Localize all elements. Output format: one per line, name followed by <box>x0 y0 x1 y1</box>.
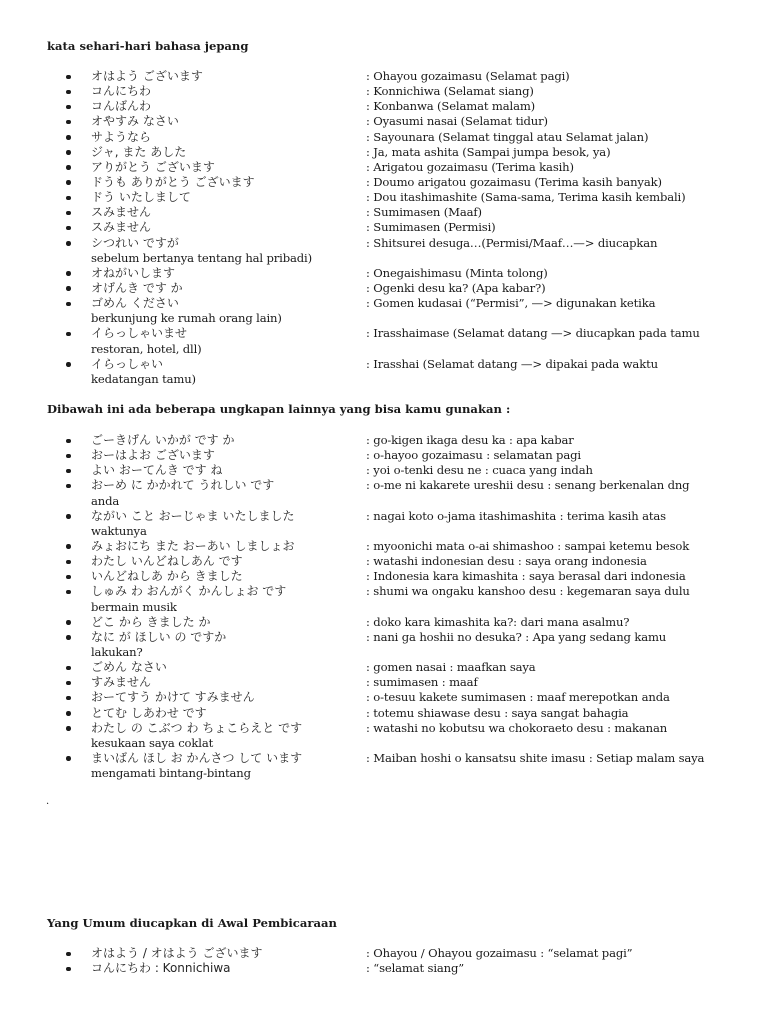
japanese-phrase: ながい こと おーじゃま いたしました <box>91 508 295 523</box>
romaji-translation: : Konnichiwa (Selamat siang) <box>366 84 534 99</box>
japanese-phrase: わたし の こぶつ わ ちょこらえと です <box>91 720 303 735</box>
japanese-phrase: サようなら <box>91 129 152 144</box>
list-item <box>0 130 768 145</box>
list-item <box>0 84 768 99</box>
bullet-icon <box>66 120 71 125</box>
list-item <box>0 554 768 569</box>
list-item-line <box>0 509 768 524</box>
list-item <box>0 721 768 751</box>
list-item-line <box>0 357 768 372</box>
romaji-translation: : Sumimasen (Maaf) <box>366 205 482 220</box>
list-item-line <box>0 326 768 341</box>
japanese-phrase: わたし いんどねしあん です <box>91 554 243 569</box>
phrase-list-daily-words <box>0 69 768 387</box>
japanese-phrase: まいばん ほし お かんさつ して います <box>91 750 303 765</box>
list-item-line <box>0 205 768 220</box>
romaji-translation: : nagai koto o-jama itashimashita : terima kasih atas <box>366 508 666 523</box>
romaji-translation: : Irasshai (Selamat datang —> dipakai pada waktu <box>366 356 658 371</box>
bullet-icon <box>66 560 71 565</box>
list-item-line <box>0 554 768 569</box>
bullet-icon <box>66 514 71 519</box>
japanese-phrase: オはよう ございます <box>91 69 203 83</box>
japanese-phrase: コんにちわ : Konnichiwa <box>91 961 231 976</box>
bullet-icon <box>66 90 71 95</box>
romaji-translation: : Shitsurei desuga…(Permisi/Maaf…—> diucapkan <box>366 235 658 250</box>
translation-continuation: lakukan? <box>91 644 143 659</box>
japanese-phrase: オやすみ なさい <box>91 114 179 129</box>
japanese-phrase: アりがとう ございます <box>91 159 215 174</box>
list-item <box>0 448 768 463</box>
list-item <box>0 296 768 326</box>
romaji-translation: : Arigatou gozaimasu (Terima kasih) <box>366 159 574 174</box>
bullet-icon <box>66 241 71 246</box>
japanese-phrase: しゅみ わ おんがく かんしょお です <box>91 584 287 599</box>
bullet-icon <box>66 666 71 671</box>
list-item <box>0 160 768 175</box>
japanese-phrase: ゴめん ください <box>91 296 179 311</box>
list-item <box>0 281 768 296</box>
romaji-translation: : sumimasen : maaf <box>366 675 478 690</box>
list-item <box>0 463 768 478</box>
list-item <box>0 266 768 281</box>
japanese-phrase: いんどねしあ から きました <box>91 569 243 584</box>
list-item-line <box>0 478 768 493</box>
translation-continuation: sebelum bertanya tentang hal pribadi) <box>91 250 312 265</box>
romaji-translation: : doko kara kimashita ka?: dari mana asalmu? <box>366 614 630 629</box>
romaji-translation: : Maiban hoshi o kansatsu shite imasu : Setiap malam saya <box>366 750 705 765</box>
list-item-line <box>0 145 768 160</box>
list-item-line <box>0 615 768 630</box>
romaji-translation: : “selamat siang” <box>366 961 465 976</box>
japanese-phrase: おーめ に かかれて うれしい です <box>91 478 275 493</box>
romaji-translation: : nani ga hoshii no desuka? : Apa yang sedang kamu <box>366 629 667 644</box>
translation-continuation: bermain musik <box>91 599 177 614</box>
japanese-phrase: オはよう / オはよう ございます <box>91 946 263 960</box>
list-item-line <box>0 751 768 766</box>
list-item-line <box>0 946 768 961</box>
list-item-line <box>0 690 768 705</box>
japanese-phrase: スみません <box>91 205 152 220</box>
romaji-translation: : gomen nasai : maafkan saya <box>366 660 536 675</box>
list-item <box>0 946 768 961</box>
list-item <box>0 190 768 205</box>
bullet-icon <box>66 286 71 291</box>
japanese-phrase: ごーきげん いかが です か <box>91 433 235 447</box>
list-item <box>0 509 768 539</box>
list-item-line <box>0 281 768 296</box>
japanese-phrase: オげんき です か <box>91 280 183 295</box>
list-item-line <box>0 448 768 463</box>
japanese-phrase: スみません <box>91 220 152 235</box>
romaji-translation: : Indonesia kara kimashita : saya berasal dari indonesia <box>366 569 686 584</box>
bullet-icon <box>66 756 71 761</box>
list-item-line <box>0 463 768 478</box>
bullet-icon <box>66 165 71 170</box>
romaji-translation: : Gomen kudasai (“Permisi”, —> digunakan ketika <box>366 296 656 311</box>
translation-continuation: anda <box>91 493 120 508</box>
translation-continuation: restoran, hotel, dll) <box>91 341 202 356</box>
list-item <box>0 205 768 220</box>
list-item-line <box>0 69 768 84</box>
bullet-icon <box>66 620 71 625</box>
bullet-icon <box>66 150 71 155</box>
bullet-icon <box>66 211 71 216</box>
list-item <box>0 236 768 266</box>
list-item <box>0 961 768 976</box>
list-item-line <box>0 99 768 114</box>
list-item-line <box>0 584 768 599</box>
translation-continuation: kedatangan tamu) <box>91 371 196 386</box>
bullet-icon <box>66 590 71 595</box>
list-item-line <box>0 84 768 99</box>
bullet-icon <box>66 75 71 80</box>
bullet-icon <box>66 302 71 307</box>
list-item-line <box>0 660 768 675</box>
stray-mark: . <box>46 796 50 807</box>
romaji-translation: : Doumo arigatou gozaimasu (Terima kasih banyak) <box>366 174 662 189</box>
list-item <box>0 99 768 114</box>
translation-continuation: mengamati bintang-bintang <box>91 766 251 781</box>
japanese-phrase: イらっしゃい <box>91 356 164 371</box>
list-item-line <box>0 569 768 584</box>
romaji-translation: : Ohayou gozaimasu (Selamat pagi) <box>366 69 570 83</box>
romaji-translation: : watashi indonesian desu : saya orang indonesia <box>366 554 647 569</box>
list-item-line <box>0 721 768 736</box>
romaji-translation: : Oyasumi nasai (Selamat tidur) <box>366 114 548 129</box>
romaji-translation: : o-hayoo gozaimasu : selamatan pagi <box>366 448 581 463</box>
list-item-line <box>0 961 768 976</box>
list-item <box>0 145 768 160</box>
list-item-line <box>0 160 768 175</box>
list-item-line <box>0 266 768 281</box>
romaji-translation: : watashi no kobutsu wa chokoraeto desu : makanan <box>366 720 668 735</box>
list-item <box>0 220 768 235</box>
bullet-icon <box>66 469 71 474</box>
bullet-icon <box>66 952 71 957</box>
bullet-icon <box>66 575 71 580</box>
bullet-icon <box>66 635 71 640</box>
list-item <box>0 630 768 660</box>
list-item <box>0 539 768 554</box>
bullet-icon <box>66 681 71 686</box>
bullet-icon <box>66 726 71 731</box>
bullet-icon <box>66 696 71 701</box>
japanese-phrase: よい おーてんき です ね <box>91 463 223 478</box>
romaji-translation: : Onegaishimasu (Minta tolong) <box>366 265 548 280</box>
list-item <box>0 357 768 387</box>
list-item <box>0 660 768 675</box>
bullet-icon <box>66 105 71 110</box>
bullet-icon <box>66 484 71 489</box>
japanese-phrase: ごめん なさい <box>91 660 167 675</box>
japanese-phrase: すみません <box>91 675 152 690</box>
japanese-phrase: おーはよお ございます <box>91 448 215 463</box>
japanese-phrase: ドうも ありがとう ございます <box>91 174 255 189</box>
bullet-icon <box>66 196 71 201</box>
list-item <box>0 69 768 84</box>
bullet-icon <box>66 226 71 231</box>
romaji-translation: : Dou itashimashite (Sama-sama, Terima kasih kembali) <box>366 190 686 205</box>
translation-continuation: kesukaan saya coklat <box>91 735 214 750</box>
bullet-icon <box>66 180 71 185</box>
japanese-phrase: なに が ほしい の ですか <box>91 629 227 644</box>
japanese-phrase: とてむ しあわせ です <box>91 705 207 720</box>
romaji-translation: : yoi o-tenki desu ne : cuaca yang indah <box>366 463 593 478</box>
list-item-line <box>0 706 768 721</box>
list-item <box>0 675 768 690</box>
romaji-translation: : Ja, mata ashita (Sampai jumpa besok, ya) <box>366 144 611 159</box>
romaji-translation: : Konbanwa (Selamat malam) <box>366 99 536 114</box>
bullet-icon <box>66 967 71 972</box>
romaji-translation: : totemu shiawase desu : saya sangat bahagia <box>366 705 629 720</box>
section-heading-daily-words: kata sehari-hari bahasa jepang <box>47 39 249 53</box>
list-item <box>0 114 768 129</box>
romaji-translation: : Irasshaimase (Selamat datang —> diucapkan pada tamu <box>366 326 700 341</box>
bullet-icon <box>66 711 71 716</box>
list-item <box>0 478 768 508</box>
phrase-list-conversation-openers <box>0 946 768 976</box>
translation-continuation: waktunya <box>91 523 147 538</box>
list-item <box>0 569 768 584</box>
bullet-icon <box>66 362 71 367</box>
bullet-icon <box>66 332 71 337</box>
bullet-icon <box>66 135 71 140</box>
list-item-line <box>0 114 768 129</box>
list-item <box>0 584 768 614</box>
romaji-translation: : Sayounara (Selamat tinggal atau Selamat jalan) <box>366 129 649 144</box>
japanese-phrase: コんにちわ <box>91 84 152 99</box>
list-item <box>0 751 768 781</box>
romaji-translation: : o-tesuu kakete sumimasen : maaf merepotkan anda <box>366 690 670 705</box>
translation-continuation: berkunjung ke rumah orang lain) <box>91 311 282 326</box>
japanese-phrase: ジャ, また あした <box>91 144 187 159</box>
japanese-phrase: どこ から きました か <box>91 614 211 629</box>
list-item <box>0 175 768 190</box>
romaji-translation: : myoonichi mata o-ai shimashoo : sampai ketemu besok <box>366 538 690 553</box>
bullet-icon <box>66 544 71 549</box>
bullet-icon <box>66 271 71 276</box>
list-item <box>0 433 768 448</box>
japanese-phrase: ドう いたしまして <box>91 190 191 205</box>
list-item-line <box>0 236 768 251</box>
romaji-translation: : Ogenki desu ka? (Apa kabar?) <box>366 280 546 295</box>
section-heading-other-expressions: Dibawah ini ada beberapa ungkapan lainnya yang bisa kamu gunakan : <box>47 402 511 416</box>
phrase-list-other-expressions <box>0 433 768 781</box>
japanese-phrase: オねがいします <box>91 265 176 280</box>
japanese-phrase: コんばんわ <box>91 99 152 114</box>
japanese-phrase: おーてすう かけて すみません <box>91 690 255 705</box>
section-heading-conversation-openers: Yang Umum diucapkan di Awal Pembicaraan <box>47 916 337 930</box>
list-item-line <box>0 675 768 690</box>
japanese-phrase: イらっしゃいませ <box>91 326 188 341</box>
japanese-phrase: シつれい ですが <box>91 235 179 250</box>
romaji-translation: : go-kigen ikaga desu ka : apa kabar <box>366 433 574 447</box>
list-item <box>0 615 768 630</box>
list-item-line <box>0 220 768 235</box>
romaji-translation: : Sumimasen (Permisi) <box>366 220 496 235</box>
list-item <box>0 706 768 721</box>
list-item-line <box>0 433 768 448</box>
list-item-line <box>0 296 768 311</box>
list-item <box>0 690 768 705</box>
list-item <box>0 326 768 356</box>
romaji-translation: : o-me ni kakarete ureshii desu : senang berkenalan dng <box>366 478 690 493</box>
japanese-phrase: みょおにち また おーあい しましょお <box>91 538 295 553</box>
list-item-line <box>0 539 768 554</box>
list-item-line <box>0 190 768 205</box>
bullet-icon <box>66 454 71 459</box>
list-item-line <box>0 630 768 645</box>
list-item-line <box>0 130 768 145</box>
bullet-icon <box>66 439 71 444</box>
romaji-translation: : shumi wa ongaku kanshoo desu : kegemaran saya dulu <box>366 584 690 599</box>
romaji-translation: : Ohayou / Ohayou gozaimasu : “selamat pagi” <box>366 946 633 960</box>
list-item-line <box>0 175 768 190</box>
